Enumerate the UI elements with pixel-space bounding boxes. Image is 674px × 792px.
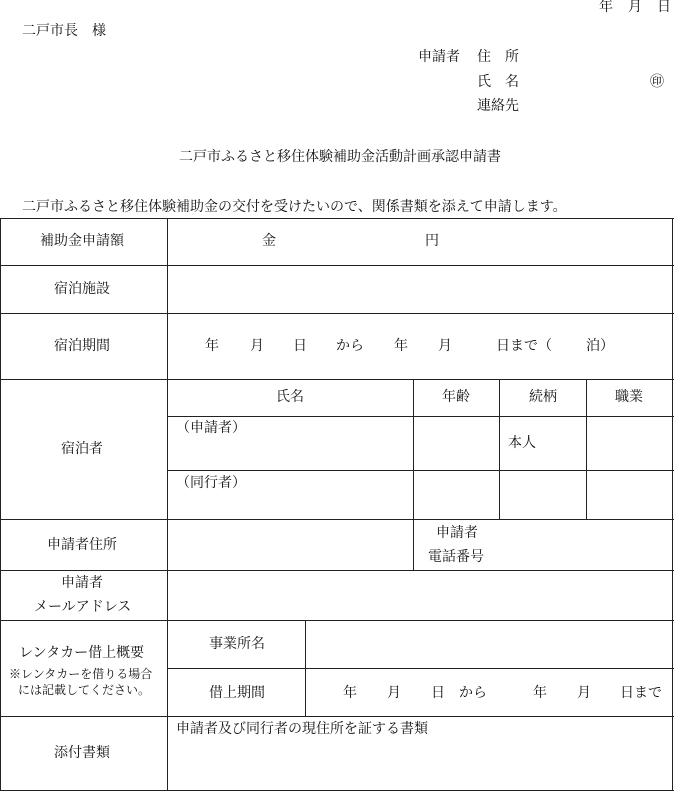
table-border-bottom: [0, 790, 674, 791]
rental-start-year: 年: [343, 685, 357, 701]
stay-start-day: 日: [293, 338, 307, 354]
applicant-address-label: 申請者住所: [47, 537, 117, 553]
date-year: 年: [599, 0, 613, 15]
intro-text: 二戸市ふるさと移住体験補助金の交付を受けたいので、関係書類を添えて申請します。: [22, 199, 567, 215]
rental-car-note-line1: ※レンタカーを借りる場合: [9, 667, 153, 681]
row-divider: [0, 570, 674, 571]
phone-label-line1: 申請者: [436, 525, 478, 541]
table-border-top: [0, 218, 674, 219]
row-divider: [0, 379, 674, 380]
rental-office-label: 事業所名: [209, 636, 265, 652]
attachment-content: 申請者及び同行者の現住所を証する書類: [176, 721, 428, 737]
stay-from: から: [336, 338, 364, 354]
guests-col-age: 年齢: [442, 389, 470, 405]
rental-from: から: [459, 685, 487, 701]
date-day: 日: [657, 0, 671, 15]
email-label-line1: 申請者: [61, 575, 103, 591]
row-divider: [0, 716, 674, 717]
row-divider: [0, 313, 674, 314]
stay-end-year: 年: [394, 338, 408, 354]
contact-label: 連絡先: [477, 98, 519, 114]
guests-col-relation: 続柄: [529, 389, 557, 405]
row-divider: [168, 470, 674, 471]
table-border-right: [672, 218, 673, 791]
stay-end-month: 月: [438, 338, 452, 354]
guests-relation-self: 本人: [508, 435, 536, 451]
table-border-left: [0, 218, 1, 791]
stay-start-year: 年: [205, 338, 219, 354]
stay-nights: 泊）: [586, 338, 614, 354]
row-divider: [0, 620, 674, 621]
email-label-line2: メールアドレス: [34, 599, 132, 615]
stay-until: 日まで（: [496, 338, 552, 354]
date-month: 月: [628, 0, 642, 15]
column-divider: [586, 379, 587, 520]
phone-label-line2: 電話番号: [428, 549, 484, 565]
rental-start-day: 日: [431, 685, 445, 701]
row-divider: [168, 416, 674, 417]
name-label: 氏 名: [477, 74, 519, 90]
rental-start-month: 月: [387, 685, 401, 701]
rental-car-label: レンタカー借上概要: [19, 645, 145, 661]
guests-col-job: 職業: [615, 389, 643, 405]
guests-companion: （同行者）: [176, 475, 246, 491]
column-divider: [305, 620, 306, 716]
form-title: 二戸市ふるさと移住体験補助金活動計画承認申請書: [179, 149, 501, 165]
label-column-divider: [167, 218, 168, 791]
facility-label: 宿泊施設: [54, 281, 110, 297]
seal-mark: ㊞: [650, 74, 664, 90]
row-divider: [168, 668, 674, 669]
rental-end-year: 年: [533, 685, 547, 701]
row-divider: [0, 265, 674, 266]
amount-kin: 金: [262, 233, 276, 249]
applicant-label: 申請者: [418, 49, 460, 65]
attachment-label: 添付書類: [54, 745, 110, 761]
amount-label: 補助金申請額: [40, 233, 124, 249]
column-divider: [499, 379, 500, 520]
guests-label: 宿泊者: [61, 441, 103, 457]
column-divider: [413, 379, 414, 570]
stay-start-month: 月: [250, 338, 264, 354]
guests-col-name: 氏名: [276, 389, 304, 405]
stay-period-label: 宿泊期間: [54, 338, 110, 354]
guests-applicant: （申請者）: [176, 420, 246, 436]
rental-end-month: 月: [577, 685, 591, 701]
rental-car-note-line2: には記載してください。: [18, 683, 151, 697]
address-label: 住 所: [477, 49, 519, 65]
rental-period-label: 借上期間: [209, 685, 265, 701]
row-divider: [0, 519, 674, 520]
amount-yen: 円: [425, 233, 439, 249]
addressee: 二戸市長 様: [22, 23, 106, 39]
rental-until: 日まで: [620, 685, 662, 701]
